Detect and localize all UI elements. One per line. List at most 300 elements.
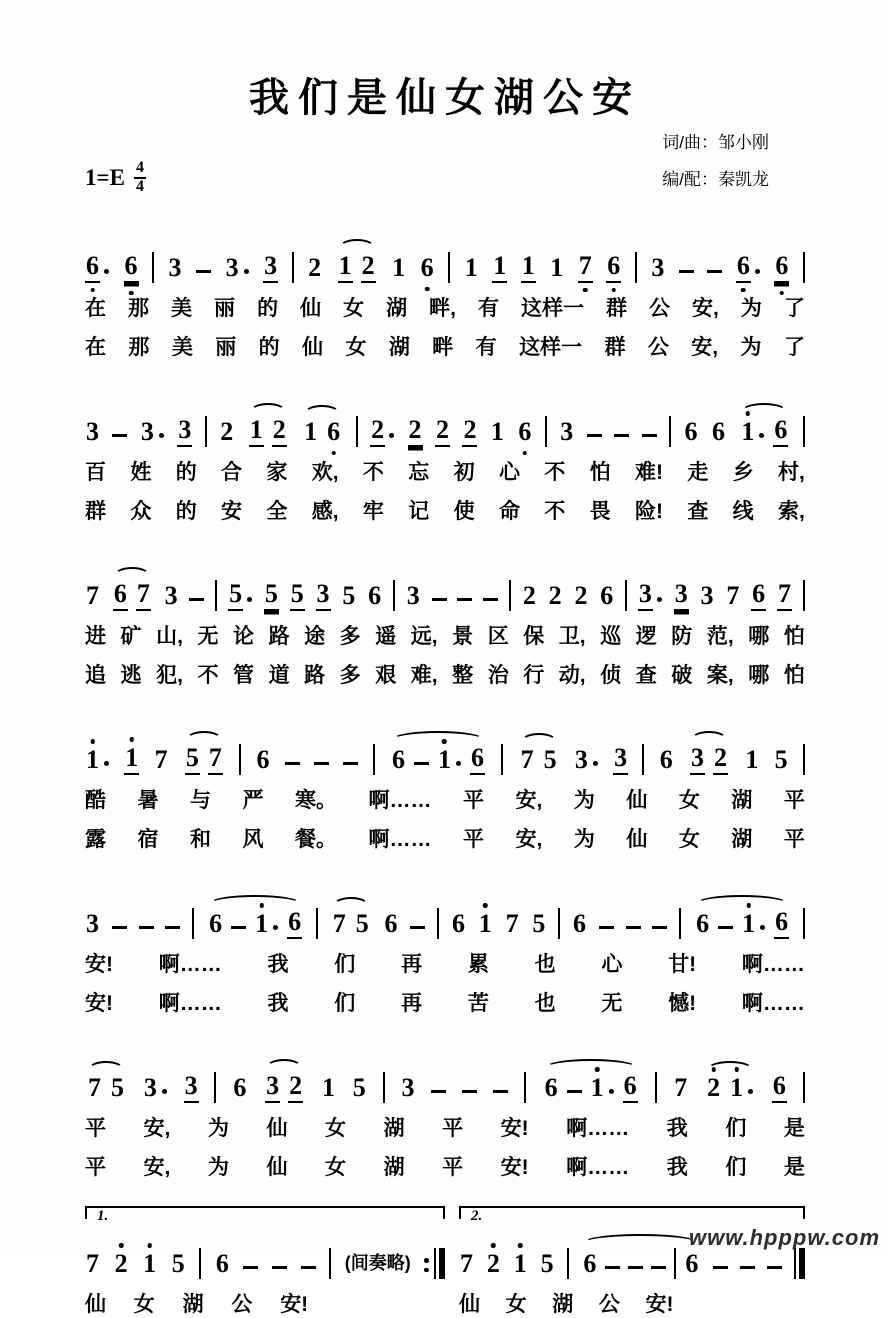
lyric-syllable: 安! [85,992,113,1016]
note-digit: 7 [86,1249,99,1279]
barline [373,744,375,775]
note [254,911,279,939]
lyric-syllable: 不 [362,461,384,485]
lyric-syllable: 们 [334,992,356,1016]
volta1-label: 1. [97,1208,109,1225]
note-digit: 3 [638,581,653,611]
note [729,1075,754,1103]
meter-denominator: 4 [135,178,144,196]
note-digit: 1 [550,253,564,283]
lyric-syllable: 酷 [85,789,106,813]
note-digit: 2 [435,417,450,447]
note [177,417,192,447]
note-digit: 6 [684,417,698,447]
note [307,255,322,283]
lyric-syllable: 这样一 [521,297,584,321]
repeat-end-barline [424,1248,445,1279]
barline [356,416,358,447]
slur-group [693,909,791,939]
lyric-syllable: 难, [410,664,438,688]
note [208,745,223,775]
lyric-syllable: 美 [171,336,193,360]
duration-dash [272,1266,287,1269]
lyric-syllable: 哪 [748,664,770,688]
note [531,911,546,939]
note [143,1075,168,1103]
barline [545,416,547,447]
note [124,745,139,775]
lyric-syllable: 湖 [383,1117,405,1141]
note [713,745,728,775]
thick-bar [799,1248,805,1279]
lyric-syllable: 使 [453,500,475,524]
lyric-syllable: 严 [242,789,264,813]
note-digit: 6 [391,745,405,775]
lyric-syllable: 怕 [783,625,805,649]
barline [679,908,681,939]
note [478,911,493,939]
augmentation-dot [389,433,394,438]
note-digit: 6 [451,909,465,939]
lyric-syllable: 卫, [558,625,586,649]
time-signature [134,160,146,197]
lyric-syllable: 女 [678,789,700,813]
lyric-syllable: 再 [401,953,423,977]
lyric-syllable: 啊…… [566,1156,630,1180]
augmentation-dot [748,1089,753,1094]
lyric-syllable: 湖 [386,297,408,321]
lyric-syllable: 查 [635,664,657,688]
lyric-syllable: 平 [442,1117,464,1141]
note [355,911,370,939]
lyric-syllable: 也 [534,992,556,1016]
augmentation-dot [104,761,109,766]
key-label: 1=E [85,164,125,190]
note [140,419,165,447]
note-digit: 6 [685,1249,699,1279]
note-digit: 1 [392,253,406,283]
lyric-syllable: 再 [401,992,423,1016]
note-digit: 3 [406,581,420,611]
notation-row [85,1042,805,1103]
note-digit: 2 [308,253,322,283]
lyrics-row-1 [85,456,805,486]
lyric-syllable: 平 [85,1156,106,1180]
note [613,745,628,775]
lyric-syllable: 啊…… [158,992,222,1016]
note-digit: 6 [696,909,710,939]
lyric-syllable: 初 [453,461,475,485]
lyric-syllable: 整 [452,664,474,688]
lyric-syllable: 记 [408,500,430,524]
lyric-syllable: 的 [258,336,280,360]
lyric-syllable: 安 [221,500,243,524]
note-digit: 2 [272,417,287,447]
note-digit: 1 [742,909,756,939]
lyric-syllable: 道 [268,664,290,688]
barline [558,908,560,939]
lyrics-row-2 [85,1151,805,1181]
duration-dash [493,1090,508,1093]
lyric-syllable: 逃 [120,664,142,688]
volta1-bracket [85,1206,445,1219]
music-system [85,550,805,689]
note-digit: 5 [355,909,369,939]
augmentation-dot [759,433,764,438]
lyric-syllable: 多 [339,664,361,688]
barline [383,1072,385,1103]
note [706,1075,721,1103]
note-digit: 5 [540,1249,554,1279]
note-digit: 6 [368,581,382,611]
barline [524,1072,526,1103]
note-digit: 7 [578,253,593,283]
final-system [85,1206,805,1318]
note [228,581,253,611]
thin-bar [434,1248,436,1279]
lyric-syllable: 治 [487,664,509,688]
lyric-syllable: 们 [725,1117,747,1141]
barline [448,252,450,283]
barline [567,1248,569,1279]
lyric-syllable: 了 [783,297,805,321]
note-digit: 1 [745,745,759,775]
note [290,581,305,611]
note-digit: 7 [86,581,99,611]
duration-dash [605,1266,620,1269]
note [520,747,535,775]
lyric-syllable: 的 [175,500,197,524]
duration-dash [599,926,614,929]
lyric-syllable: 公 [231,1293,253,1317]
notation-row [85,386,805,447]
lyric-syllable: 苦 [467,992,489,1016]
note-digit: 7 [674,1073,688,1103]
augmentation-dot [593,761,598,766]
lyric-syllable: 仙 [266,1117,288,1141]
note-digit: 2 [548,581,562,611]
interlude-note-text: (间奏略) [344,1253,411,1274]
lyric-syllable: 啊…… [741,992,805,1016]
lyric-syllable: 安! [500,1156,529,1180]
lyric-syllable: 仙 [302,336,324,360]
note-digit: 1 [464,253,478,283]
thin-bar [794,1248,796,1279]
note-digit: 6 [256,745,270,775]
slur-group [183,745,225,775]
note [370,417,395,447]
note-digit: 1 [86,745,99,775]
music-system [85,878,805,1017]
lyric-syllable: 安! [500,1117,529,1141]
note-digit: 5 [185,745,200,775]
lyrics-row-1 [85,1112,805,1142]
lyrics-row-1 [85,1288,308,1318]
note [773,417,788,447]
note-digit: 2 [408,417,423,447]
note-digit: 6 [606,253,621,283]
note [154,747,169,775]
note-digit: 7 [520,745,534,775]
note-digit: 6 [215,1249,229,1279]
note [332,911,347,939]
note-digit: 6 [518,417,532,447]
lyric-syllable: 案, [706,664,734,688]
lyric-syllable: 为 [207,1156,229,1180]
lyric-syllable: 餐。 [295,828,337,852]
note-digit: 3 [613,745,628,775]
lyric-syllable: 忘 [408,461,430,485]
lyric-syllable: 我 [666,1156,688,1180]
lyric-syllable: 平 [783,789,805,813]
repeat-dots [424,1258,429,1272]
lyric-syllable: 湖 [388,336,410,360]
note [572,911,587,939]
duration-dash [243,1266,258,1269]
note-digit: 6 [327,417,341,447]
volta1-segment [85,1206,445,1318]
note-digit: 3 [316,581,331,611]
lyric-syllable: 的 [175,461,197,485]
note [391,255,406,283]
note-digit: 3 [225,253,239,283]
note-digit: 6 [774,253,789,283]
slur-group [336,253,378,283]
lyric-syllable: 管 [233,664,255,688]
lyric-syllable: 是 [783,1156,805,1180]
note [590,1075,615,1103]
lyric-syllable: 公 [649,297,671,321]
note [142,1251,157,1279]
augmentation-dot [159,433,164,438]
note-digit: 6 [711,417,725,447]
lyric-syllable: 仙 [459,1293,480,1317]
lyric-syllable: 平 [463,828,484,852]
slur-group [111,581,153,611]
duration-dash [767,1266,782,1269]
note [573,583,588,611]
barline [239,744,241,775]
lyric-syllable: 逻 [635,625,657,649]
slur-group [85,1075,127,1103]
duration-dash [139,926,154,929]
note-digit: 6 [544,1073,558,1103]
note-digit: 7 [136,581,151,611]
lyric-syllable: 哪 [748,625,770,649]
volta2-bracket [459,1206,805,1219]
lyric-syllable: 群 [606,297,628,321]
note [638,581,663,611]
lyric-syllable: 平 [85,1117,106,1141]
note-digit: 3 [651,253,665,283]
note-digit: 6 [124,253,139,283]
barline [803,1072,805,1103]
music-system [85,1042,805,1181]
note-digit: 3 [574,745,588,775]
augmentation-dot [609,1089,614,1094]
note [673,1075,688,1103]
slur-group [389,745,487,775]
lyrics-row-2 [85,659,805,689]
duration-dash [614,434,629,437]
note-digit: 6 [623,1073,638,1103]
note-digit: 3 [560,417,574,447]
lyric-syllable: 畏 [589,500,611,524]
lyric-syllable: 累 [467,953,489,977]
note-digit: 3 [184,1073,199,1103]
note-digit: 5 [264,581,279,611]
note [751,581,766,611]
duration-dash [189,598,204,601]
credits [662,125,805,198]
lyric-syllable: 险! [634,500,663,524]
barline [803,908,805,939]
note [623,1073,638,1103]
note-digit: 6 [470,745,485,775]
note [215,1251,230,1279]
repeat-dot [424,1258,429,1263]
note [599,583,614,611]
lyric-syllable: 路 [304,664,326,688]
note [548,583,563,611]
lyric-syllable: 线 [732,500,754,524]
note [87,1075,102,1103]
slur-group [704,1075,756,1103]
note [464,255,479,283]
lyric-syllable: 安, [143,1156,171,1180]
lyric-syllable: 美 [171,297,193,321]
lyric-syllable: 啊…… [158,953,222,977]
note-digit: 3 [674,581,689,611]
note-digit: 6 [384,909,398,939]
lyric-syllable: 这样一 [519,336,583,360]
notation-row [85,222,805,283]
note [772,1073,787,1103]
lyric-syllable: 我 [267,953,289,977]
duration-dash [457,598,472,601]
note [543,747,558,775]
note-digit: 2 [361,253,376,283]
lyric-syllable: 湖 [731,828,753,852]
note-digit: 6 [287,909,302,939]
duration-dash [414,762,429,765]
note-digit: 1 [143,1249,157,1279]
lyric-syllable: 姓 [130,461,152,485]
lyric-syllable: 安, [515,828,543,852]
note-digit: 1 [249,417,264,447]
lyric-syllable: 啊…… [566,1117,630,1141]
note-digit: 7 [460,1249,473,1279]
duration-dash [483,598,498,601]
lyric-syllable: 为 [573,828,595,852]
lyric-syllable: 走 [687,461,709,485]
note [606,253,621,283]
note-digit: 2 [462,417,477,447]
note-digit: 1 [338,253,353,283]
note-digit: 5 [352,1073,366,1103]
lyric-syllable: 风 [242,828,264,852]
note-digit: 1 [124,745,139,775]
duration-dash [165,926,180,929]
slur-group [263,1073,305,1103]
note [459,1251,474,1279]
slur-group [518,747,560,775]
lyric-syllable: 为 [207,1117,229,1141]
note-digit: 3 [263,253,278,283]
note-digit: 2 [220,417,234,447]
lyric-syllable: 不 [544,500,566,524]
note-digit: 6 [420,253,434,283]
note [288,1073,303,1103]
note-digit: 5 [290,581,305,611]
note-digit: 1 [490,417,504,447]
note-digit: 5 [111,1073,124,1103]
lyric-syllable: 湖 [552,1293,574,1317]
note-digit: 1 [437,745,451,775]
barline [509,580,511,611]
note [774,253,789,283]
augmentation-dot [273,925,278,930]
note-digit: 6 [774,909,789,939]
lyric-syllable: 们 [334,953,356,977]
note-digit: 7 [88,1073,101,1103]
note-digit: 3 [140,417,154,447]
lyric-syllable: 安! [645,1293,674,1317]
note [725,583,740,611]
note [85,747,110,775]
lyric-syllable: 心 [498,461,520,485]
barline [316,908,318,939]
note-digit: 6 [773,417,788,447]
note [659,747,674,775]
lyric-syllable: 范, [706,625,734,649]
duration-dash [410,926,425,929]
note [219,419,234,447]
duration-dash [707,270,722,273]
lyric-syllable: 区 [487,625,509,649]
duration-dash [713,1266,728,1269]
note [549,255,564,283]
lyric-syllable: 为 [573,789,595,813]
lyric-syllable: 仙 [266,1156,288,1180]
note-digit: 6 [600,581,614,611]
score [85,222,805,1318]
song-title: 我们是仙女湖公安 [249,75,641,120]
lyric-syllable: 畔 [432,336,454,360]
lyric-syllable: 们 [725,1156,747,1180]
note-digit: 2 [114,1249,128,1279]
note [341,583,356,611]
lyric-syllable: 丽 [215,336,237,360]
note [437,747,462,775]
note [208,911,223,939]
lyric-syllable: 甘! [668,953,697,977]
note [578,253,593,283]
note [85,583,100,611]
lyric-syllable: 暑 [137,789,159,813]
lyric-syllable: 群 [604,336,626,360]
lyric-syllable: 安! [280,1293,309,1317]
note-digit: 3 [86,909,99,939]
duration-dash [652,926,667,929]
duration-dash [626,926,641,929]
duration-dash [718,926,733,929]
lyric-syllable: 仙 [85,1293,106,1317]
lyric-syllable: 众 [130,500,152,524]
lyric-syllable: 索, [778,500,805,524]
note [650,255,665,283]
lyric-syllable: 丽 [214,297,236,321]
